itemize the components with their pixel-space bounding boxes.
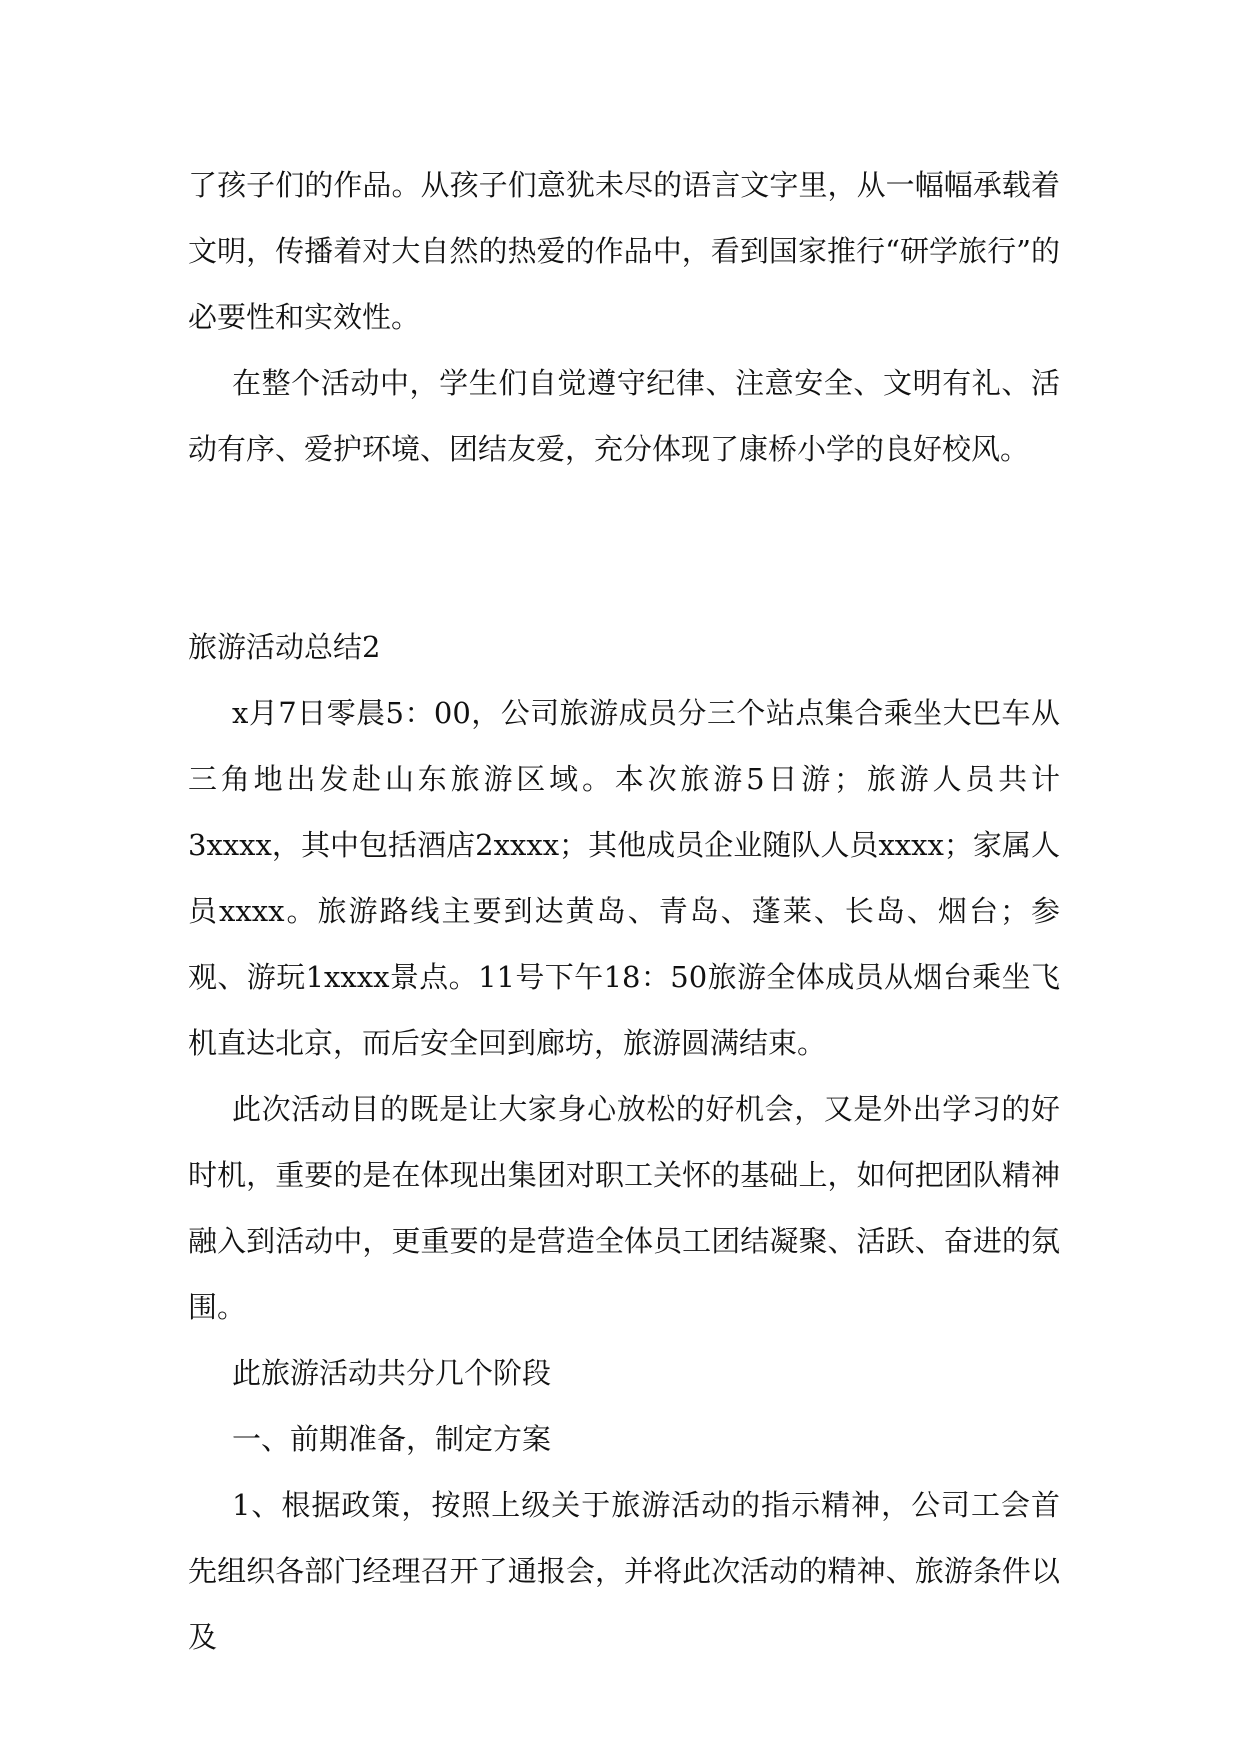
- paragraph-purpose: 此次活动目的既是让大家身心放松的好机会，又是外出学习的好时机，重要的是在体现出集团对职工关怀的基础上，如何把团队精神融入到活动中，更重要的是营造全体员工团结凝聚、活跃、奋进的氛围。: [188, 1092, 1060, 1324]
- paragraph-stage-one-title: 一、前期准备，制定方案: [232, 1422, 552, 1456]
- paragraph-stage-one-item: 1、根据政策，按照上级关于旅游活动的指示精神，公司工会首先组织各部门经理召开了通报会，并将此次活动的精神、旅游条件以及: [188, 1488, 1060, 1654]
- document-body: [188, 152, 1060, 1670]
- paragraph-student-works: 了孩子们的作品。从孩子们意犹未尽的语言文字里，从一幅幅承载着文明，传播着对大自然的热爱的作品中，看到国家推行“研学旅行”的必要性和实效性。: [188, 168, 1060, 334]
- section-heading: 旅游活动总结2: [188, 630, 381, 664]
- paragraph-stages-intro: 此旅游活动共分几个阶段: [232, 1356, 552, 1390]
- paragraph-school-spirit: 在整个活动中，学生们自觉遵守纪律、注意安全、文明有礼、活动有序、爱护环境、团结友爱，充分体现了康桥小学的良好校风。: [188, 366, 1060, 466]
- paragraph-itinerary: x月7日零晨5：00，公司旅游成员分三个站点集合乘坐大巴车从三角地出发赴山东旅游区域。本次旅游5日游；旅游人员共计3xxxx，其中包括酒店2xxxx；其他成员企业随队人员xxxx；家属人员xxxx。旅游路线主要到达黄岛、青岛、蓬莱、长岛、烟台；参观、游玩1xxxx景点。11号下午18：50旅游全体成员从烟台乘坐飞机直达北京，而后安全回到廊坊，旅游圆满结束。: [188, 696, 1060, 1060]
